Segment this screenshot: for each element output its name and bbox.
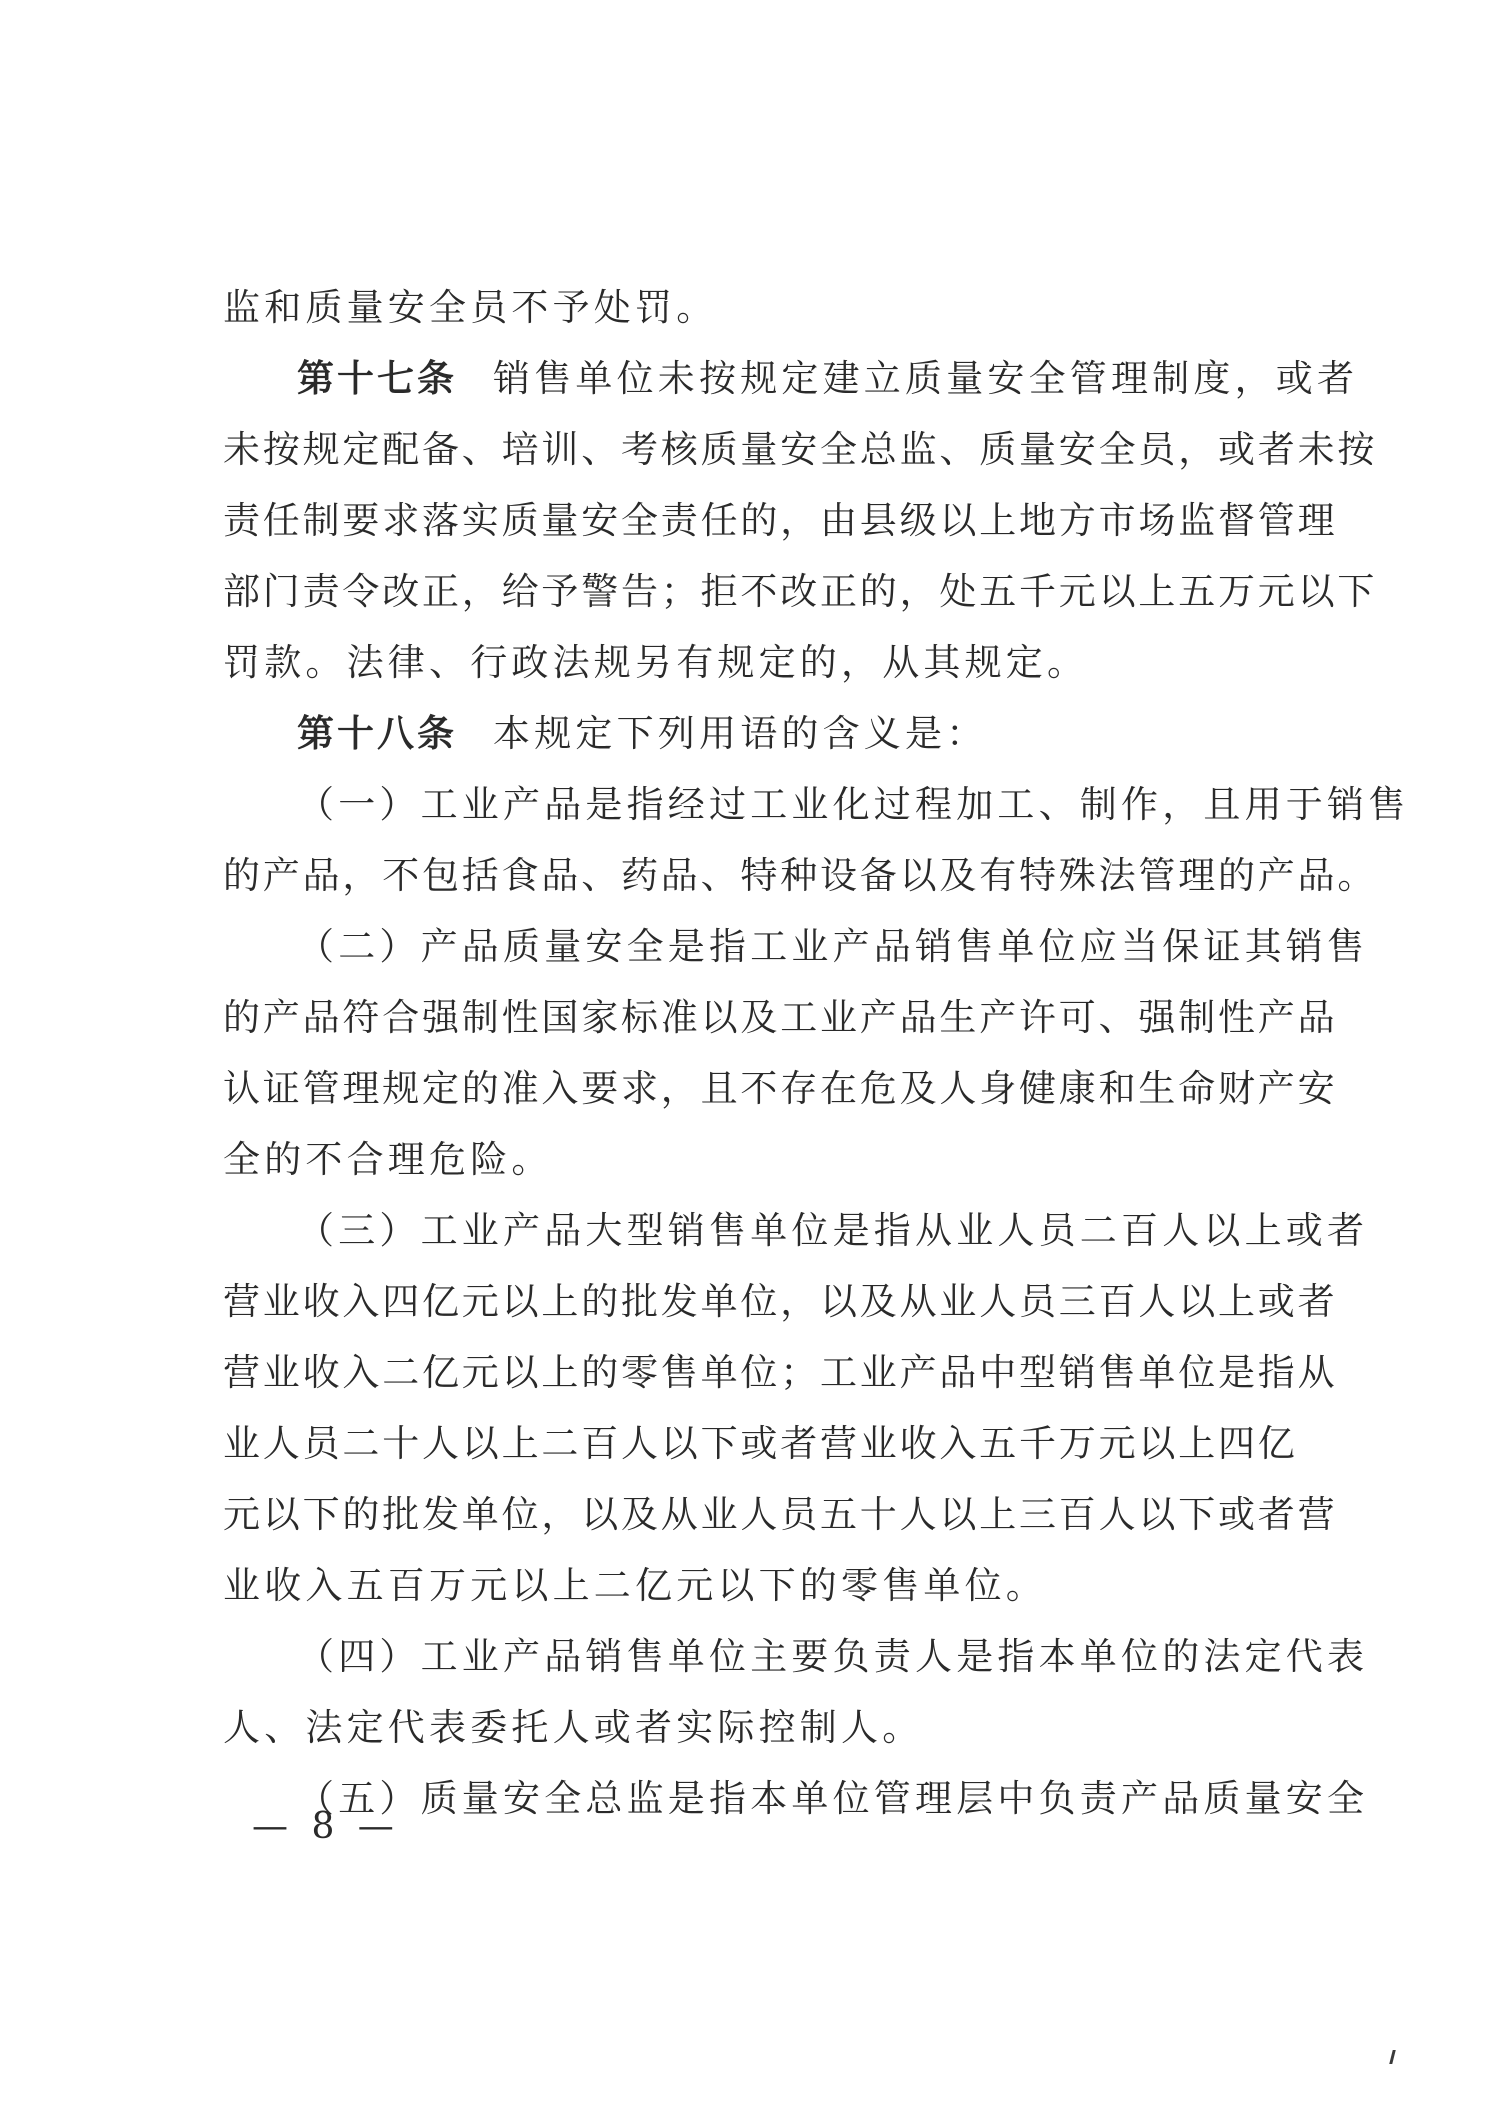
- text-line: （三）工业产品大型销售单位是指从业人员二百人以上或者: [297, 1209, 1369, 1252]
- text-line: 责任制要求落实质量安全责任的，由县级以上地方市场监督管理: [223, 499, 1338, 542]
- text-line: 全的不合理危险。: [223, 1138, 553, 1181]
- article-17-paragraph: [223, 343, 1359, 414]
- scan-mark: [1389, 2050, 1395, 2064]
- text-line: 营业收入二亿元以上的零售单位；工业产品中型销售单位是指从: [223, 1351, 1338, 1394]
- text-line: 人、法定代表委托人或者实际控制人。: [223, 1706, 924, 1749]
- article-18-paragraph: [223, 698, 1263, 769]
- text-line: 业收入五百万元以上二亿元以下的零售单位。: [223, 1564, 1047, 1607]
- text-line: （四）工业产品销售单位主要负责人是指本单位的法定代表: [297, 1635, 1369, 1678]
- text-line: 监和质量安全员不予处罚。: [223, 286, 718, 329]
- text-line: （一）工业产品是指经过工业化过程加工、制作，且用于销售: [297, 783, 1410, 826]
- article-18-title: 第十八条: [297, 712, 457, 755]
- text-line: （五）质量安全总监是指本单位管理层中负责产品质量安全: [297, 1777, 1369, 1820]
- text-line: 本规定下列用语的含义是：: [493, 712, 988, 755]
- text-line: 销售单位未按规定建立质量安全管理制度，或者: [493, 357, 1359, 400]
- text-line: 罚款。法律、行政法规另有规定的，从其规定。: [223, 641, 1089, 684]
- text-line: （二）产品质量安全是指工业产品销售单位应当保证其销售: [297, 925, 1369, 968]
- text-line: 营业收入四亿元以上的批发单位，以及从业人员三百人以上或者: [223, 1280, 1338, 1323]
- page-number: — 8 —: [252, 1806, 400, 1847]
- text-line: 元以下的批发单位，以及从业人员五十人以上三百人以下或者营: [223, 1493, 1338, 1536]
- body-text: [223, 272, 1410, 1834]
- text-line: 的产品符合强制性国家标准以及工业产品生产许可、强制性产品: [223, 996, 1338, 1039]
- text-line: 未按规定配备、培训、考核质量安全总监、质量安全员，或者未按: [223, 428, 1378, 471]
- text-line: 部门责令改正，给予警告；拒不改正的，处五千元以上五万元以下: [223, 570, 1378, 613]
- text-line: 认证管理规定的准入要求，且不存在危及人身健康和生命财产安: [223, 1067, 1338, 1110]
- article-17-title: 第十七条: [297, 357, 457, 400]
- text-line: 业人员二十人以上二百人以下或者营业收入五千万元以上四亿: [223, 1422, 1298, 1465]
- text-line: 的产品，不包括食品、药品、特种设备以及有特殊法管理的产品。: [223, 854, 1378, 897]
